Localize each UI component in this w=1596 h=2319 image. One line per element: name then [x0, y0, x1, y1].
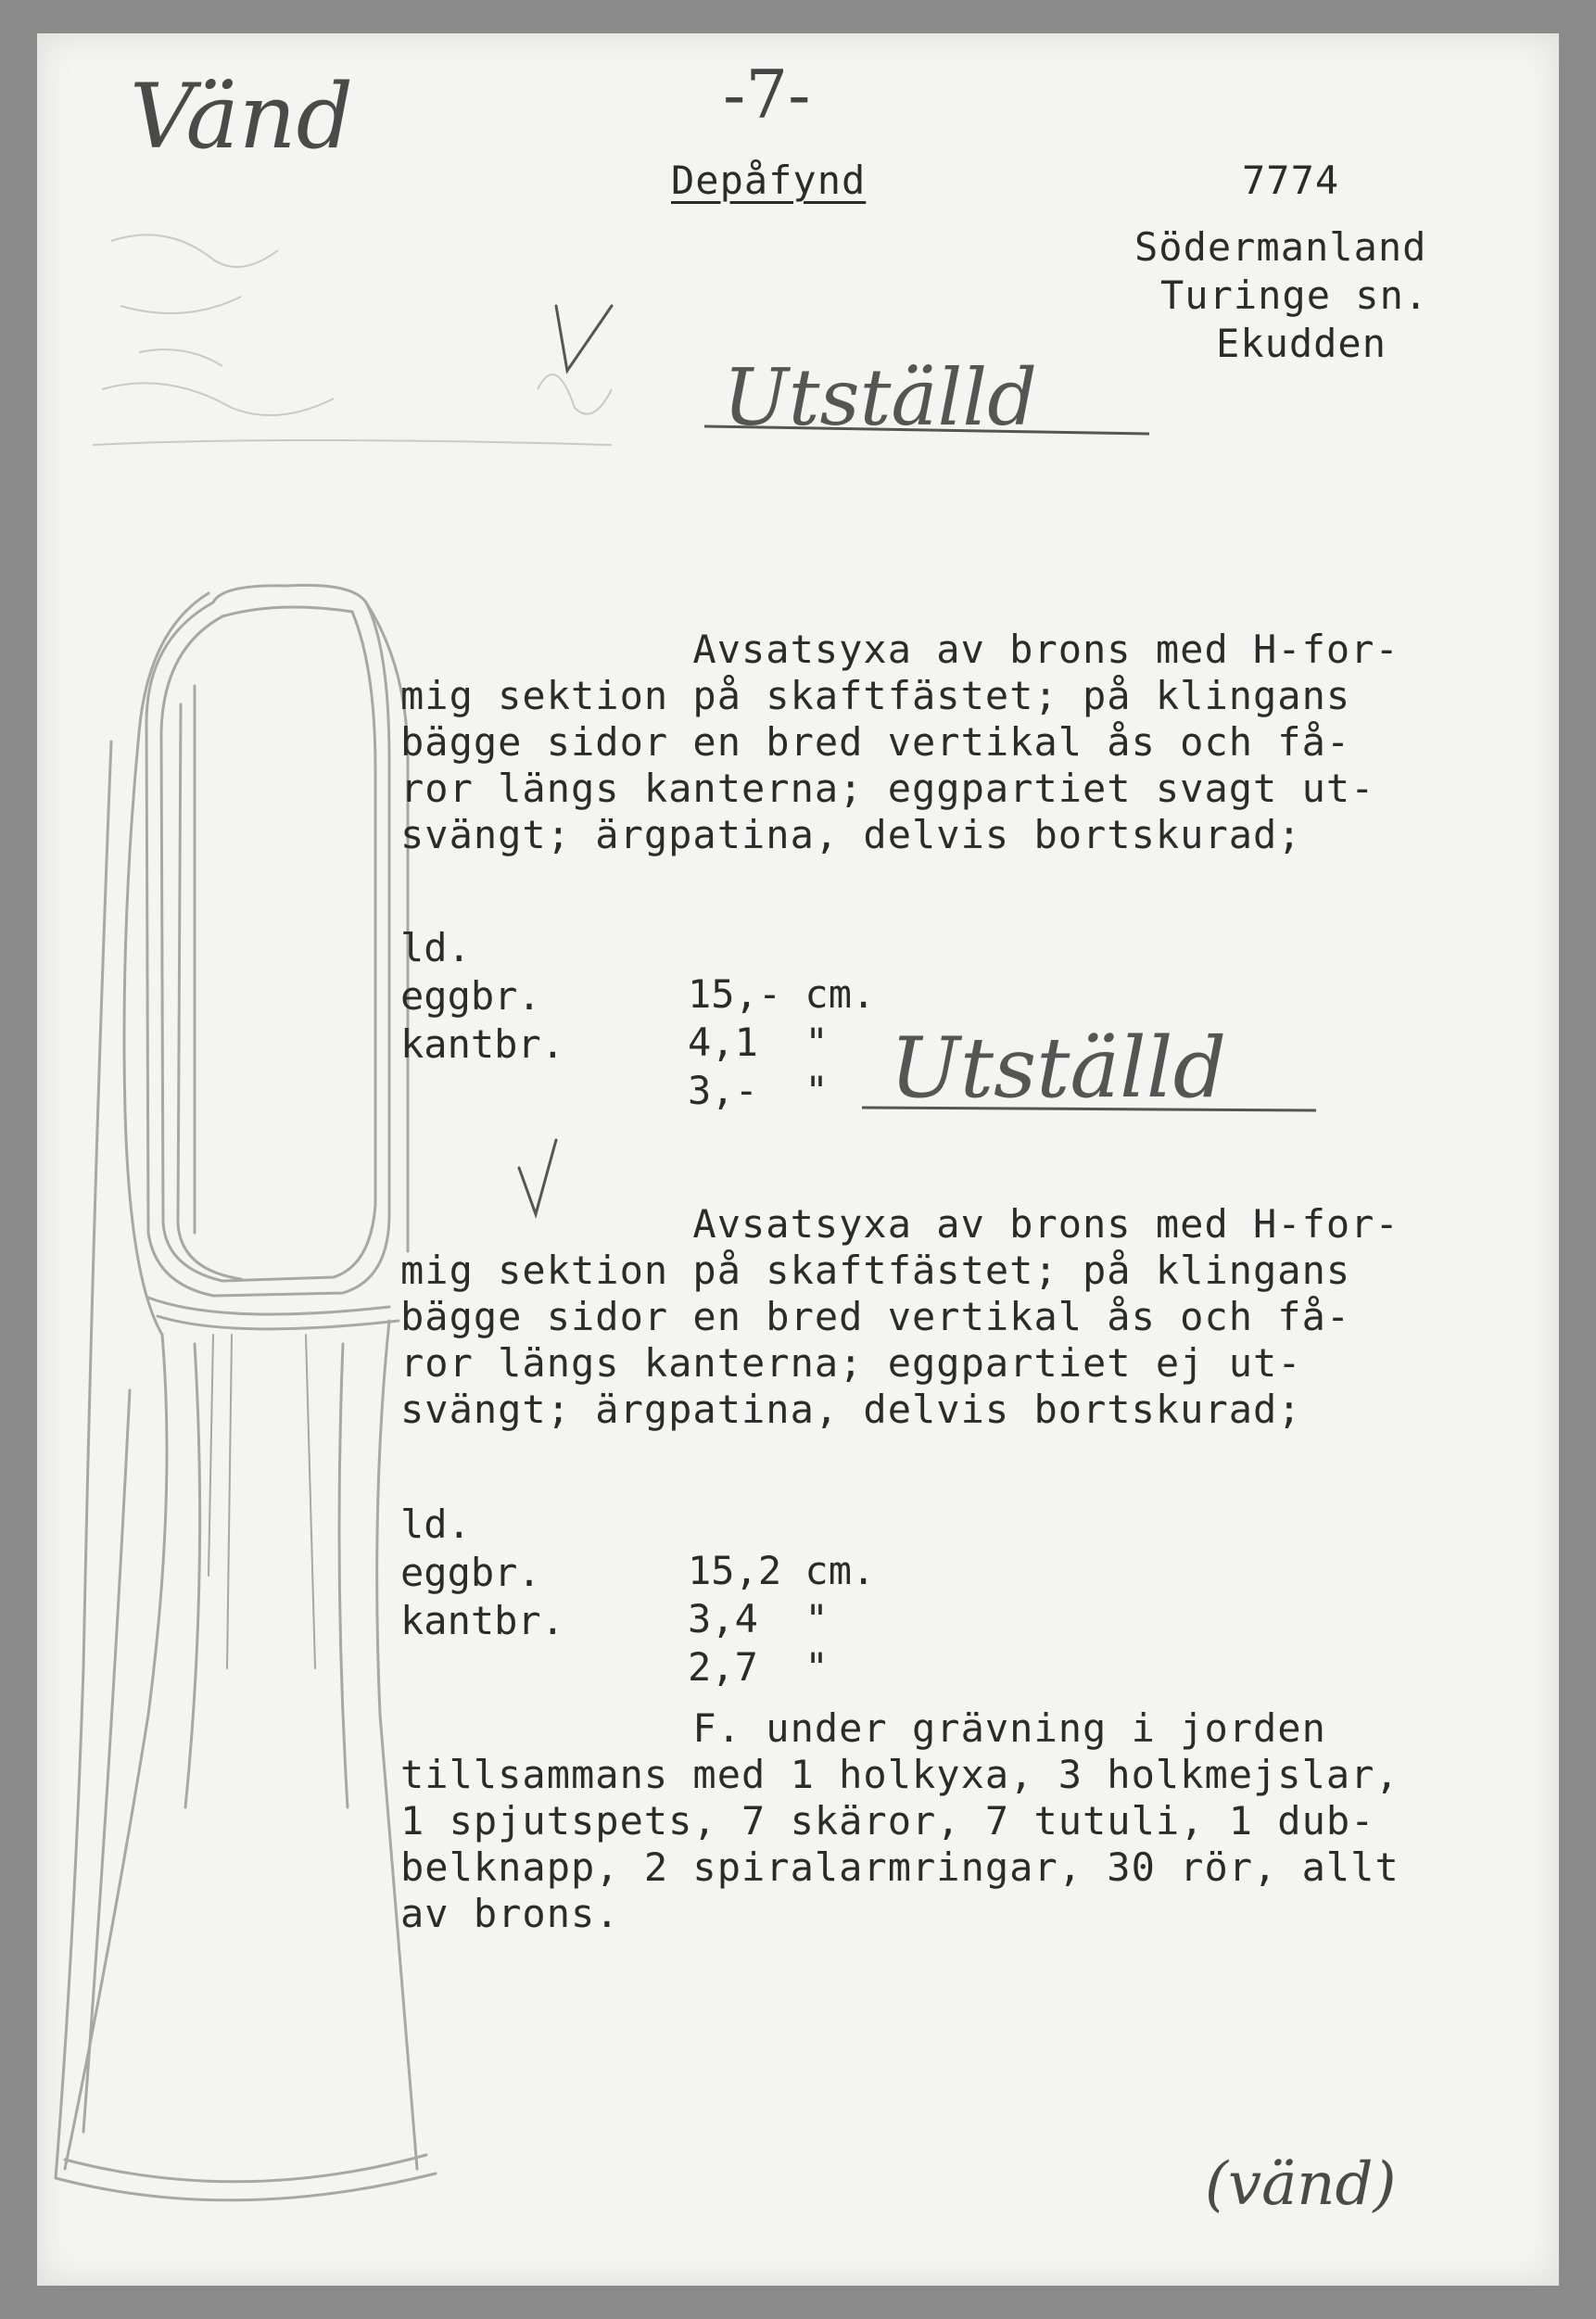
measurement-label: kantbr.	[400, 1021, 565, 1067]
measurement-label: eggbr.	[400, 973, 541, 1019]
measurement-label: ld.	[400, 1502, 471, 1547]
item-1-line: ror längs kanterna; eggpartiet svagt ut-	[400, 766, 1375, 811]
measurement-value: 4,1 "	[688, 1020, 829, 1065]
item-1-line: Avsatsyxa av brons med H-for-	[400, 627, 1400, 672]
item-1-line: mig sektion på skaftfästet; på klingans	[400, 673, 1351, 718]
find-note-line: tillsammans med 1 holkyxa, 3 holkmejslar,	[400, 1752, 1400, 1797]
measurement-label: ld.	[400, 925, 471, 970]
item-2-line: mig sektion på skaftfästet; på klingans	[400, 1248, 1351, 1293]
measurement-value: 2,7 "	[688, 1644, 829, 1690]
utstalld-struck-1: Utställd	[723, 352, 1037, 443]
location-province: Södermanland	[1134, 224, 1427, 270]
handwritten-vand-bottom: (vänd)	[1205, 2150, 1397, 2219]
measurement-value: 15,2 cm.	[688, 1548, 876, 1593]
measurement-label: kantbr.	[400, 1598, 565, 1643]
item-2-line: ror längs kanterna; eggpartiet ej ut-	[400, 1340, 1302, 1386]
find-note-line: F. under grävning i jorden	[400, 1705, 1326, 1751]
item-2-line: svängt; ärgpatina, delvis bortskurad;	[400, 1387, 1302, 1432]
item-1-line: svängt; ärgpatina, delvis bortskurad;	[400, 812, 1302, 857]
page-number: -7-	[723, 56, 811, 133]
location-parish: Turinge sn.	[1160, 272, 1429, 318]
measurement-value: 3,4 "	[688, 1596, 829, 1641]
item-2-line: Avsatsyxa av brons med H-for-	[400, 1201, 1400, 1247]
check-mark-1	[556, 306, 612, 371]
find-note-line: av brons.	[400, 1891, 620, 1936]
utstalld-struck-2: Utställd	[890, 1020, 1227, 1117]
measurement-value: 3,- "	[688, 1068, 829, 1113]
find-note-line: belknapp, 2 spiralarmringar, 30 rör, allt	[400, 1844, 1400, 1890]
item-1-line: bägge sidor en bred vertikal ås och få-	[400, 719, 1351, 765]
measurement-label: eggbr.	[400, 1550, 541, 1595]
card-title: Depåfynd	[671, 158, 867, 203]
catalog-number: 7774	[1242, 158, 1340, 203]
location-site: Ekudden	[1216, 321, 1387, 366]
find-note-line: 1 spjutspets, 7 skäror, 7 tutuli, 1 dub-	[400, 1798, 1375, 1844]
measurement-value: 15,- cm.	[688, 971, 876, 1017]
handwritten-vand-top: Vänd	[130, 65, 354, 169]
item-2-line: bägge sidor en bred vertikal ås och få-	[400, 1294, 1351, 1339]
